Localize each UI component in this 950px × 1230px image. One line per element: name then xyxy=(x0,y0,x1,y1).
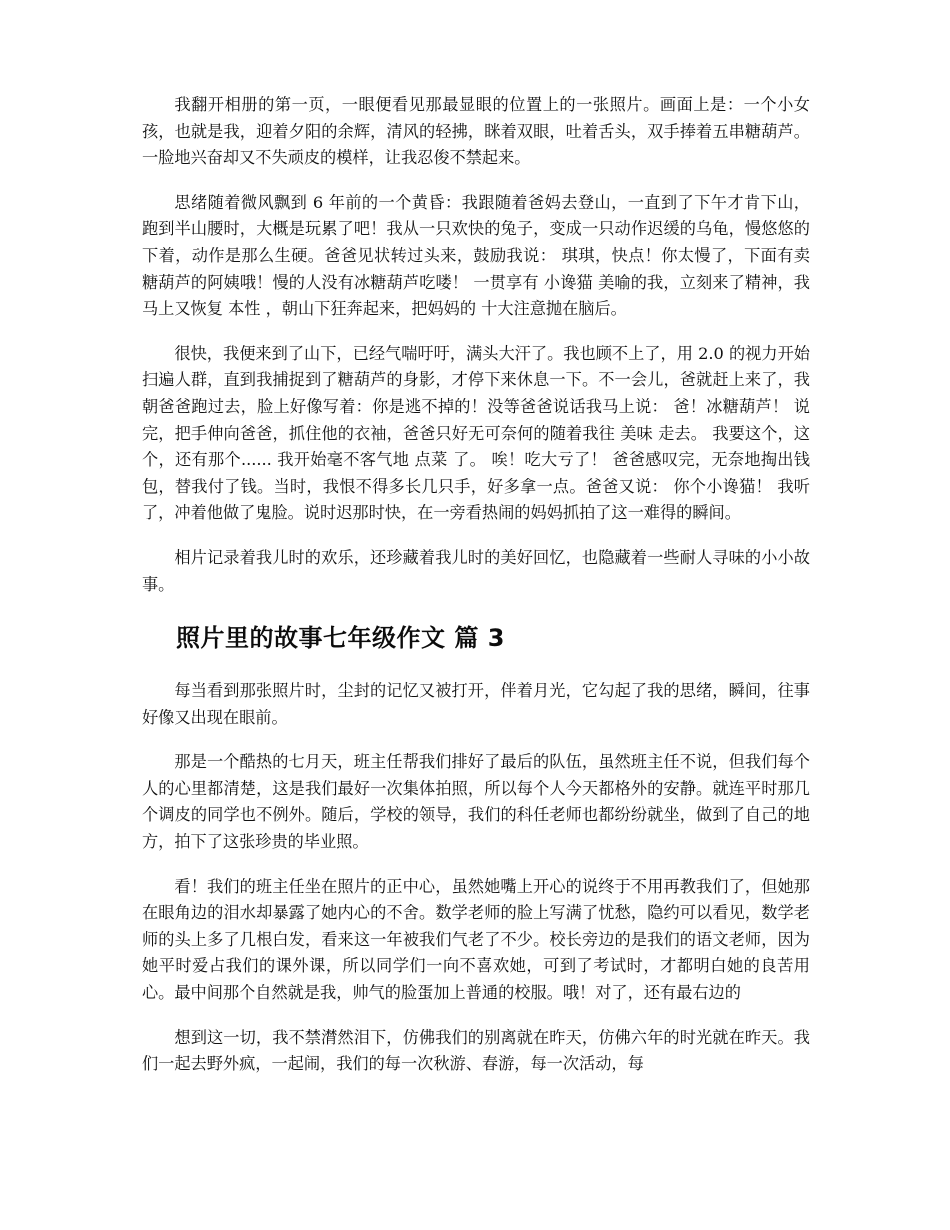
section-heading: 照片里的故事七年级作文 篇 3 xyxy=(176,624,505,653)
paragraph: 很快，我便来到了山下，已经气喘吁吁，满头大汗了。我也顾不上了，用 2.0 的视力开始扫遍人群，直到我捕捉到了糖葫芦的身影，才停下来休息一下。不一会儿，爸就赶上来了，我朝爸爸跑过去，脸上好像写着：你是逃不掉的！没等爸爸说话我马上说： 爸！冰糖葫芦！ 说完，把手伸向爸爸，抓住他的衣袖，爸爸只好无可奈何的随着我往 美味 走去。 我要这个，这个，还有那个...... 我开始毫不客气地 点菜 了。 唉！吃大亏了！ 爸爸感叹完，无奈地掏出钱包，替我付了钱。当时，我恨不得多长几只手，好多拿一点。爸爸又说： 你个小谗猫！ 我听了，冲着他做了鬼脸。说时迟那时快，在一旁看热闹的妈妈抓拍了这一难得的瞬间。 xyxy=(142,343,810,523)
paragraph: 那是一个酷热的七月天，班主任帮我们排好了最后的队伍，虽然班主任不说，但我们每个人的心里都清楚，这是我们最好一次集体拍照，所以每个人今天都格外的安静。就连平时那几个调皮的同学也不例外。随后，学校的领导，我们的科任老师也都纷纷就坐，做到了自己的地方，拍下了这张珍贵的毕业照。 xyxy=(142,752,810,852)
paragraph: 我翻开相册的第一页，一眼便看见那最显眼的位置上的一张照片。画面上是：一个小女孩，也就是我，迎着夕阳的余辉，清风的轻拂，眯着双眼，吐着舌头，双手捧着五串糖葫芦。一脸地兴奋却又不失顽皮的模样，让我忍俊不禁起来。 xyxy=(142,95,810,168)
paragraph: 思绪随着微风飘到 6 年前的一个黄昏：我跟随着爸妈去登山，一直到了下午才肯下山，跑到半山腰时，大概是玩累了吧！我从一只欢快的兔子，变成一只动作迟缓的乌龟，慢悠悠的下着，动作是那么生硬。爸爸见状转过头来，鼓励我说： 琪琪，快点！你太慢了，下面有卖糖葫芦的阿姨哦！慢的人没有冰糖葫芦吃喽！ 一贯享有 小谗猫 美喻的我，立刻来了精神，我马上又恢复 本性 ，朝山下狂奔起来，把妈妈的 十大注意抛在脑后。 xyxy=(142,192,810,319)
paragraph: 相片记录着我儿时的欢乐，还珍藏着我儿时的美好回忆，也隐藏着一些耐人寻味的小小故事。 xyxy=(142,547,810,594)
paragraph: 每当看到那张照片时，尘封的记忆又被打开，伴着月光，它勾起了我的思绪，瞬间，往事好像又出现在眼前。 xyxy=(142,681,810,727)
paragraph: 看！我们的班主任坐在照片的正中心，虽然她嘴上开心的说终于不用再教我们了，但她那在眼角边的泪水却暴露了她内心的不舍。数学老师的脸上写满了忧愁，隐约可以看见，数学老师的头上多了几根白发，看来这一年被我们气老了不少。校长旁边的是我们的语文老师，因为她平时爱占我们的课外课，所以同学们一向不喜欢她，可到了考试时，才都明白她的良苦用心。最中间那个自然就是我，帅气的脸蛋加上普通的校服。哦！对了，还有最右边的 xyxy=(142,876,810,1003)
document-page xyxy=(142,92,810,1096)
paragraph: 想到这一切，我不禁潸然泪下，仿佛我们的别离就在昨天，仿佛六年的时光就在昨天。我们一起去野外疯，一起闹，我们的每一次秋游、春游，每一次活动，每 xyxy=(142,1027,810,1074)
